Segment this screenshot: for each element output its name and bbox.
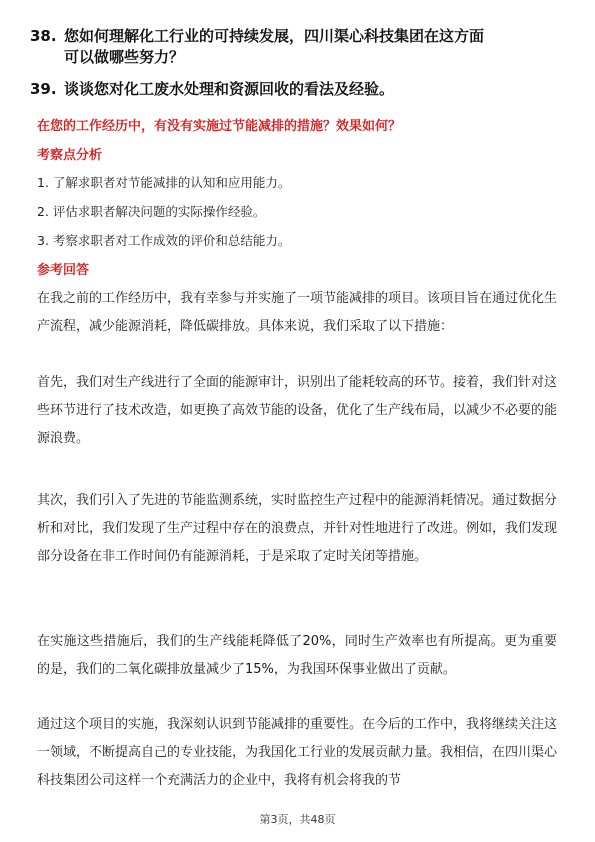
answer-paragraph: 通过这个项目的实施，我深刻认识到节能减排的重要性。在今后的工作中，我将继续关注这一领域，不断提高自己的专业技能，为我国化工行业的发展贡献力量。我相信，在四川渠心科技集团公司这样一个充满活力的企业中，我将有机会将我的节 (37, 717, 558, 788)
analysis-item: 2. 评估求职者解决问题的实际操作经验。 (37, 204, 266, 219)
question-39 (30, 79, 570, 100)
section-question: 在您的工作经历中，有没有实施过节能减排的措施？效果如何？ (37, 119, 402, 134)
answer-title: 参考回答 (37, 263, 90, 278)
question-text-line: 可以做哪些努力？ (64, 48, 185, 66)
question-number: 38. (30, 27, 57, 45)
answer-paragraph: 在实施这些措施后，我们的生产线能耗降低了20%，同时生产效率也有所提高。更为重要的是，我们的二氧化碳排放量减少了15%，为我国环保事业做出了贡献。 (37, 634, 557, 677)
answer-paragraph: 其次，我们引入了先进的节能监测系统，实时监控生产过程中的能源消耗情况。通过数据分析和对比，我们发现了生产过程中存在的浪费点，并针对性地进行了改进。例如，我们发现部分设备在非工作时间仍有能源消耗，于是采取了定时关闭等措施。 (37, 493, 558, 564)
question-text-line: 谈谈您对化工废水处理和资源回收的看法及经验。 (64, 80, 395, 98)
question-number: 39. (30, 80, 57, 98)
analysis-title: 考察点分析 (37, 148, 103, 163)
question-38 (30, 26, 570, 66)
analysis-item: 1. 了解求职者对节能减排的认知和应用能力。 (37, 175, 291, 190)
answer-paragraph: 在我之前的工作经历中，我有幸参与并实施了一项节能减排的项目。该项目旨在通过优化生产流程，减少能源消耗，降低碳排放。具体来说，我们采取了以下措施： (37, 291, 558, 334)
question-text (64, 26, 574, 68)
answer-paragraph: 首先，我们对生产线进行了全面的能源审计，识别出了能耗较高的环节。接着，我们针对这些环节进行了技术改造，如更换了高效节能的设备，优化了生产线布局，以减少不必要的能源浪费。 (37, 375, 558, 446)
question-text (64, 79, 574, 100)
page-footer: 第3页，共48页 (259, 813, 336, 826)
question-text-line: 您如何理解化工行业的可持续发展，四川渠心科技集团在这方面 (64, 27, 485, 45)
analysis-item: 3. 考察求职者对工作成效的评价和总结能力。 (37, 233, 291, 248)
